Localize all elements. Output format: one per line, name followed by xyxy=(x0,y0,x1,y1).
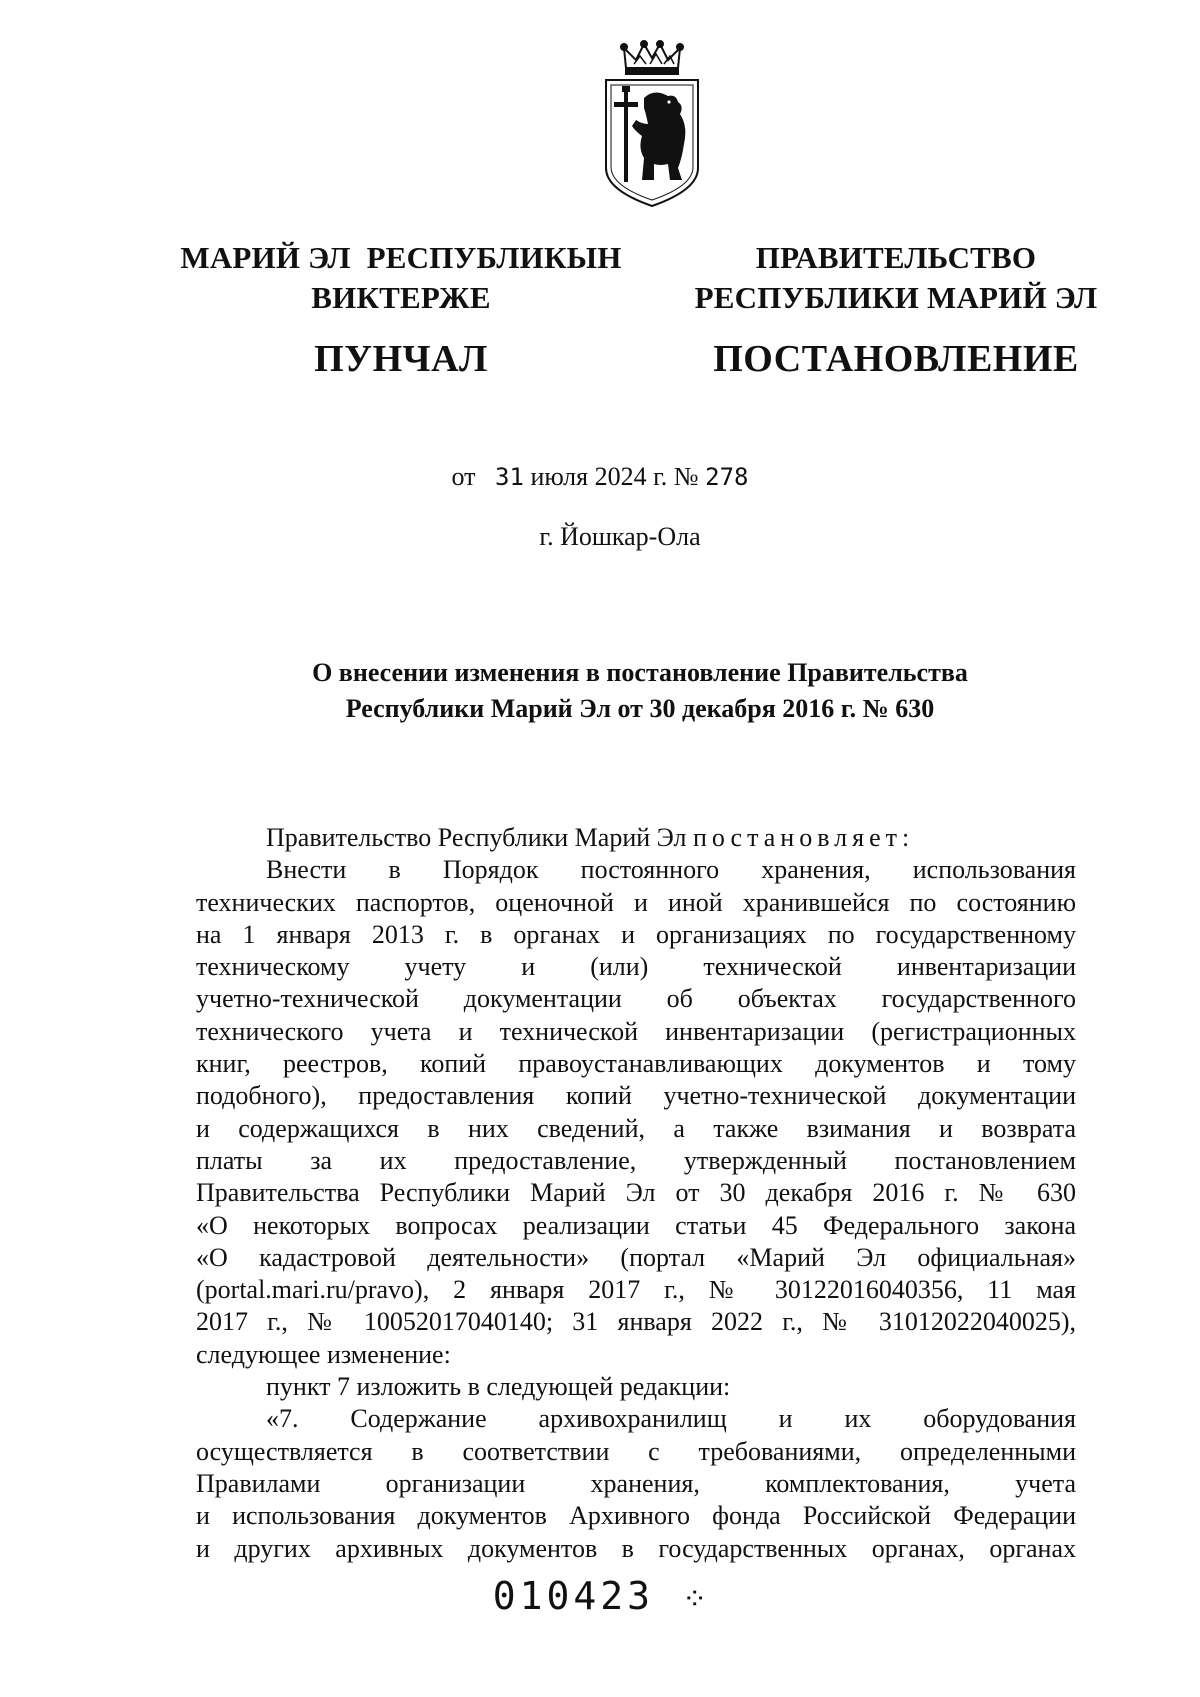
body-line: пункт 7 изложить в следующей редакции: xyxy=(266,1372,731,1402)
body-line: осуществляется в соответствии с требованиями, определенными xyxy=(196,1436,1076,1466)
header-russian xyxy=(680,238,1112,382)
body-line: и содержащихся в них сведений, а также взимания и возврата xyxy=(196,1113,1076,1143)
body-line: «О кадастровой деятельности» (портал «Марий Эл официальная» xyxy=(196,1242,1076,1272)
body-intro xyxy=(196,822,1076,854)
document-date-line xyxy=(0,462,1200,492)
body-line: технических паспортов, оценочной и иной хранившейся по состоянию xyxy=(196,887,1076,917)
date-rest: июля 2024 г. № xyxy=(530,462,699,491)
body-line: технического учета и технической инвентаризации (регистрационных xyxy=(196,1016,1076,1046)
body-line: и других архивных документов в государственных органах, органах xyxy=(196,1533,1076,1563)
date-prefix: от xyxy=(451,462,476,491)
title-line: Республики Марий Эл от 30 декабря 2016 г. № 630 xyxy=(345,694,935,723)
document-number: 278 xyxy=(705,463,749,491)
coat-of-arms-bear-icon xyxy=(596,40,708,210)
body-line: следующее изменение: xyxy=(196,1339,451,1369)
document-body xyxy=(196,822,1076,1565)
body-line: Внести в Порядок постоянного хранения, использования xyxy=(266,855,1076,885)
body-line: Правилами организации хранения, комплектования, учета xyxy=(196,1468,1076,1498)
header-mari-org-line2: ВИКТЕРЖЕ xyxy=(311,280,491,315)
intro-decree-word: постановляет: xyxy=(692,823,915,852)
body-line: книг, реестров, копий правоустанавливающих документов и тому xyxy=(196,1049,1076,1079)
body-line: 2017 г., № 10052017040140; 31 января 2022 г., № 31012022040025), xyxy=(196,1307,1076,1337)
body-line: техническому учету и (или) технической инвентаризации xyxy=(196,952,1076,982)
body-line: учетно-технической документации об объектах государственного xyxy=(196,984,1076,1014)
date-day: 31 xyxy=(495,463,524,491)
body-line: платы за их предоставление, утвержденный постановлением xyxy=(196,1145,1076,1175)
intro-text: Правительство Республики Марий Эл xyxy=(266,823,687,852)
title-line: О внесении изменения в постановление Правительства xyxy=(312,658,968,687)
body-line: подобного), предоставления копий учетно-технической документации xyxy=(196,1081,1076,1111)
body-line: Правительства Республики Марий Эл от 30 декабря 2016 г. № 630 xyxy=(196,1178,1076,1208)
document-title xyxy=(180,655,1100,727)
header-mari-doc-kind: ПУНЧАЛ xyxy=(314,338,488,380)
serial-number xyxy=(0,1574,1200,1618)
body-line: «7. Содержание архивохранилищ и их оборудования xyxy=(266,1404,1076,1434)
body-line: «О некоторых вопросах реализации статьи 45 Федерального закона xyxy=(196,1210,1076,1240)
header-mari-org-line1: МАРИЙ ЭЛ РЕСПУБЛИКЫН xyxy=(180,240,622,275)
header-russian-doc-kind: ПОСТАНОВЛЕНИЕ xyxy=(713,338,1079,380)
header-russian-org-line2: РЕСПУБЛИКИ МАРИЙ ЭЛ xyxy=(694,280,1098,315)
header-mari xyxy=(180,238,622,382)
body-line: (portal.mari.ru/pravo), 2 января 2017 г., № 30122016040356, 11 мая xyxy=(196,1275,1076,1305)
header-russian-org-line1: ПРАВИТЕЛЬСТВО xyxy=(755,240,1037,275)
serial-number-text: 010423 xyxy=(492,1574,655,1618)
body-line: и использования документов Архивного фонда Российской Федерации xyxy=(196,1501,1076,1531)
body-line: на 1 января 2013 г. в органах и организациях по государственному xyxy=(196,919,1076,949)
serial-mark-icon: ⁘ xyxy=(682,1582,708,1617)
document-city: г. Йошкар-Ола xyxy=(539,522,701,551)
